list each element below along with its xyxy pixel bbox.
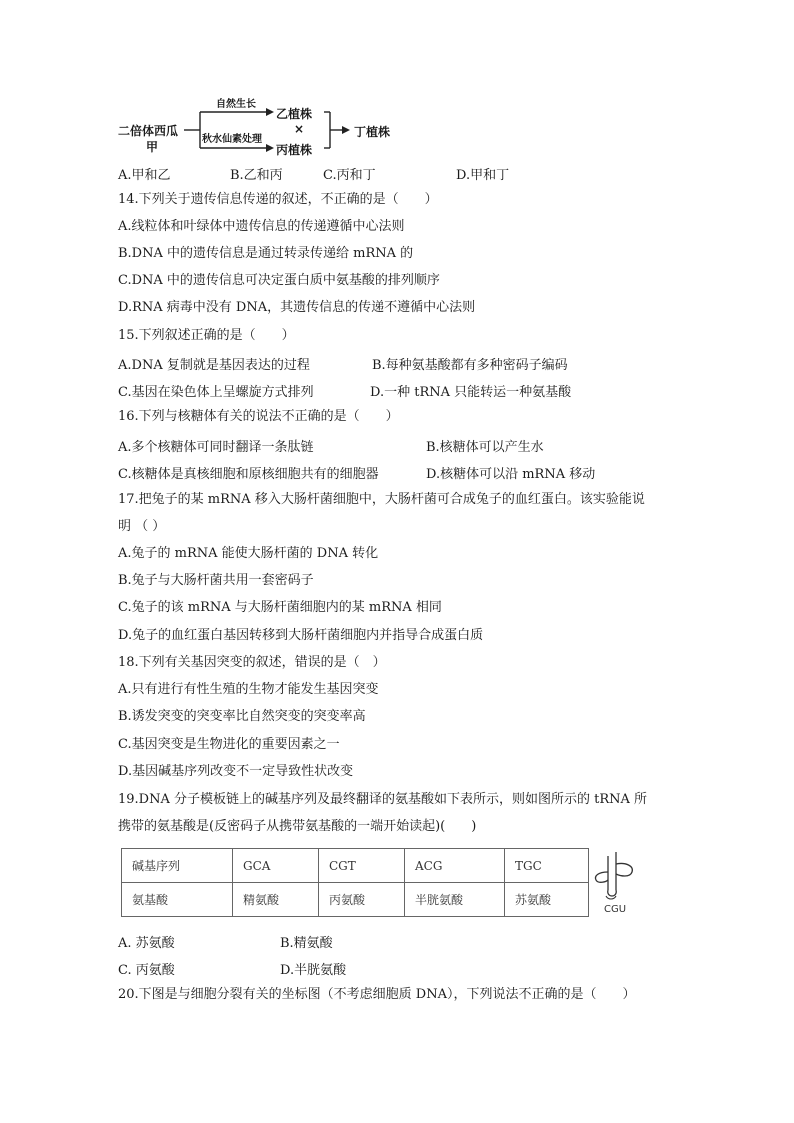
q14-option-c: C.DNA 中的遗传信息可决定蛋白质中氨基酸的排列顺序 <box>118 273 440 288</box>
table-cell: TGC <box>505 849 589 883</box>
diagram-bottom-label: 秋水仙素处理 <box>202 134 262 145</box>
q20-stem: 20.下图是与细胞分裂有关的坐标图（不考虑细胞质 DNA），下列说法不正确的是（ ） <box>118 987 636 1002</box>
q19-stem-line2: 携带的氨基酸是(反密码子从携带氨基酸的一端开始读起)( ) <box>118 819 477 834</box>
q17-stem-line2: 明 （ ） <box>118 519 166 534</box>
q15-option-a: A.DNA 复制就是基因表达的过程 <box>118 358 310 373</box>
q16-option-d: D.核糖体可以沿 mRNA 移动 <box>426 467 596 482</box>
q19-option-d: D.半胱氨酸 <box>280 963 347 978</box>
table-cell: ACG <box>405 849 505 883</box>
q13-option-a: A.甲和乙 <box>118 168 171 183</box>
q18-option-c: C.基因突变是生物进化的重要因素之一 <box>118 737 340 752</box>
q16-option-c: C.核糖体是真核细胞和原核细胞共有的细胞器 <box>118 467 379 482</box>
trna-figure <box>592 850 640 918</box>
table-row <box>122 883 589 917</box>
q19-option-c: C. 丙氨酸 <box>118 963 175 978</box>
q17-option-a: A.兔子的 mRNA 能使大肠杆菌的 DNA 转化 <box>118 546 379 561</box>
diagram-cross: × <box>294 122 305 136</box>
q14-option-a: A.线粒体和叶绿体中遗传信息的传递遵循中心法则 <box>118 219 405 234</box>
diagram-node-yi: 乙植株 <box>276 107 313 121</box>
table-row <box>122 849 589 883</box>
q14-option-d: D.RNA 病毒中没有 DNA，其遗传信息的传递不遵循中心法则 <box>118 300 476 315</box>
q18-stem: 18.下列有关基因突变的叙述，错误的是（ ） <box>118 655 386 670</box>
table-cell: 精氨酸 <box>233 883 319 917</box>
diagram-node-bing: 丙植株 <box>276 143 313 157</box>
q18-option-b: B.诱发突变的突变率比自然突变的突变率高 <box>118 709 366 724</box>
trna-cloverleaf-icon <box>592 850 640 906</box>
q16-option-a: A.多个核糖体可同时翻译一条肽链 <box>118 440 314 455</box>
q18-option-a: A.只有进行有性生殖的生物才能发生基因突变 <box>118 682 379 697</box>
diagram-source: 二倍体西瓜 <box>118 124 179 138</box>
codon-table <box>121 848 589 917</box>
diagram-source-label: 甲 <box>146 140 159 154</box>
q16-stem: 16.下列与核糖体有关的说法不正确的是（ ） <box>118 409 399 424</box>
trna-anticodon: CGU <box>604 904 627 915</box>
diagram-top-label: 自然生长 <box>216 99 256 110</box>
q19-stem-line1: 19.DNA 分子模板链上的碱基序列及最终翻译的氨基酸如下表所示，则如图所示的 tRNA 所 <box>118 792 648 807</box>
breeding-diagram <box>116 92 406 156</box>
q13-option-b: B.乙和丙 <box>230 168 283 183</box>
table-cell: 苏氨酸 <box>505 883 589 917</box>
q15-option-b: B.每种氨基酸都有多种密码子编码 <box>372 358 568 373</box>
table-cell: GCA <box>233 849 319 883</box>
table-cell: CGT <box>319 849 405 883</box>
q15-option-c: C.基因在染色体上呈螺旋方式排列 <box>118 385 314 400</box>
table-cell: 半胱氨酸 <box>405 883 505 917</box>
table-cell: 氨基酸 <box>122 883 233 917</box>
q16-option-b: B.核糖体可以产生水 <box>426 440 544 455</box>
q19-option-b: B.精氨酸 <box>280 936 333 951</box>
table-cell: 丙氨酸 <box>319 883 405 917</box>
q17-stem-line1: 17.把兔子的某 mRNA 移入大肠杆菌细胞中，大肠杆菌可合成兔子的血红蛋白。该实验能说 <box>118 492 645 507</box>
q14-option-b: B.DNA 中的遗传信息是通过转录传递给 mRNA 的 <box>118 246 414 261</box>
diagram-node-ding: 丁植株 <box>354 125 391 139</box>
q17-option-c: C.兔子的该 mRNA 与大肠杆菌细胞内的某 mRNA 相同 <box>118 600 442 615</box>
table-cell: 碱基序列 <box>122 849 233 883</box>
q17-option-b: B.兔子与大肠杆菌共用一套密码子 <box>118 573 314 588</box>
q17-option-d: D.兔子的血红蛋白基因转移到大肠杆菌细胞内并指导合成蛋白质 <box>118 628 484 643</box>
q13-option-c: C.丙和丁 <box>323 168 376 183</box>
q13-option-d: D.甲和丁 <box>456 168 510 183</box>
q15-option-d: D.一种 tRNA 只能转运一种氨基酸 <box>370 385 572 400</box>
q14-stem: 14.下列关于遗传信息传递的叙述，不正确的是（ ） <box>118 192 438 207</box>
q15-stem: 15.下列叙述正确的是（ ） <box>118 328 295 343</box>
q19-option-a: A. 苏氨酸 <box>118 936 175 951</box>
q18-option-d: D.基因碱基序列改变不一定导致性状改变 <box>118 764 354 779</box>
